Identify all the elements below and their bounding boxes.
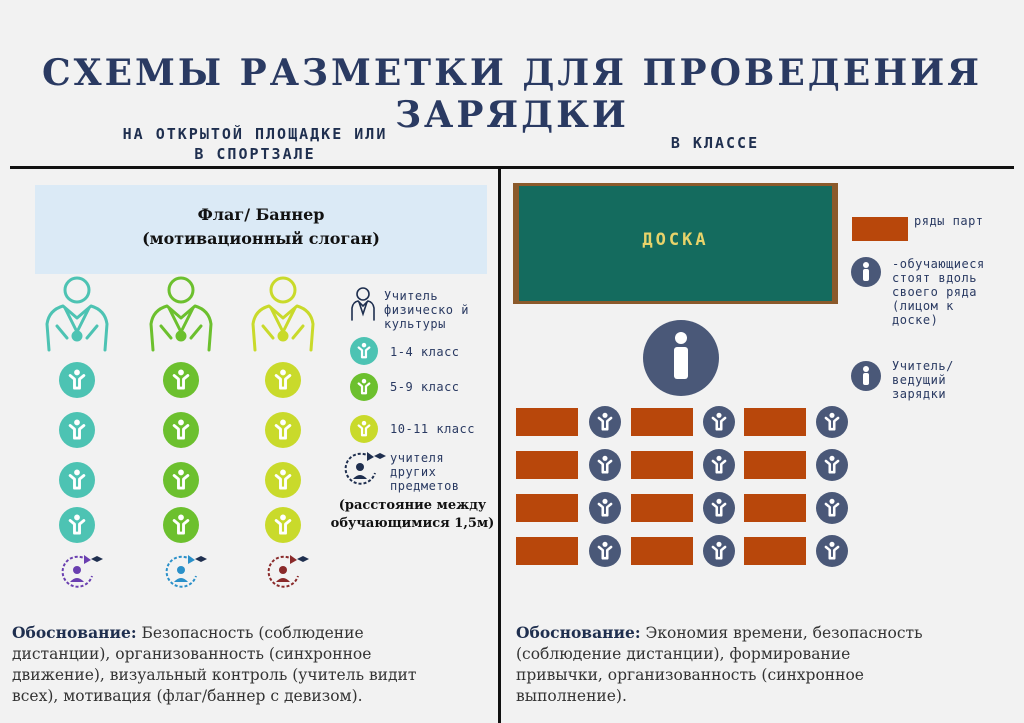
left-heading-line1: НА ОТКРЫТОЙ ПЛОЩАДКЕ ИЛИ: [122, 125, 388, 143]
desk-row: [516, 408, 578, 436]
classroom-student-icon: [703, 535, 735, 567]
classroom-student-icon: [589, 406, 621, 438]
lead-teacher-icon: [641, 318, 721, 398]
legend-lead-line3: зарядки: [892, 387, 947, 401]
legend-other-line3: предметов: [390, 479, 460, 493]
student-teal-icon: [59, 507, 95, 543]
student-teal-icon: [59, 412, 95, 448]
legend-teacher-lead: [892, 359, 954, 401]
horizontal-divider: [10, 166, 1014, 169]
classroom-student-icon: [816, 406, 848, 438]
student-yellow-icon: [265, 462, 301, 498]
classroom-student-icon: [703, 492, 735, 524]
legend-students-line2: стоят вдоль: [892, 271, 977, 285]
student-green-icon: [163, 412, 199, 448]
rationale-right-label: Обоснование:: [516, 623, 641, 642]
distance-note-line2: обучающимися 1,5м): [330, 516, 495, 531]
classroom-student-icon: [589, 449, 621, 481]
student-green-icon: [163, 462, 199, 498]
rationale-right-line1: Экономия времени, безопасность: [640, 624, 923, 642]
left-heading-line2: В СПОРТЗАЛЕ: [194, 145, 316, 163]
banner-line1: Флаг/ Баннер: [197, 205, 325, 224]
legend-grade-5-9-icon: [350, 373, 378, 401]
distance-note-line1: (расстояние между: [338, 498, 487, 513]
legend-students-line4: (лицом к: [892, 299, 954, 313]
legend-other-teachers-icon: [346, 452, 386, 484]
teacher-pe-legend-icon: [352, 288, 374, 320]
legend-grade-5-9: 5-9 класс: [390, 380, 460, 394]
legend-students-line5: доске): [892, 313, 939, 327]
rotation-yellow-icon: [269, 555, 309, 587]
classroom-student-icon: [703, 406, 735, 438]
rationale-left: [12, 622, 492, 707]
left-column-heading: [40, 124, 470, 164]
banner-text: [35, 203, 487, 251]
classroom-students: [580, 395, 860, 595]
legend-teacher-line3: культуры: [384, 317, 446, 331]
desk-row: [516, 451, 578, 479]
legend-desk-rows: ряды парт: [914, 214, 984, 228]
legend-lead-line1: Учитель/: [892, 359, 954, 373]
rationale-right-line4: выполнение).: [516, 687, 627, 705]
rationale-right-line3: привычки, организованность (синхронное: [516, 666, 864, 684]
rotation-teal-icon: [63, 555, 103, 587]
student-yellow-icon: [265, 362, 301, 398]
legend-lead-line2: ведущий: [892, 373, 947, 387]
student-yellow-icon: [265, 412, 301, 448]
legend-grade-10-11-icon: [350, 415, 378, 443]
classroom-student-icon: [816, 535, 848, 567]
student-yellow-icon: [265, 507, 301, 543]
vertical-divider: [498, 166, 501, 723]
student-green-icon: [163, 362, 199, 398]
classroom-student-icon: [816, 492, 848, 524]
rationale-right-line2: (соблюдение дистанции), формирование: [516, 645, 851, 663]
desk-row: [516, 494, 578, 522]
legend-icons: [344, 284, 384, 484]
right-column-heading: В КЛАССЕ: [670, 134, 760, 152]
legend-desk-swatch: [852, 217, 908, 241]
classroom-student-icon: [589, 535, 621, 567]
teacher-teal-icon: [47, 278, 107, 350]
outdoor-formation: [40, 280, 380, 600]
rotation-green-icon: [167, 555, 207, 587]
desk-row: [516, 537, 578, 565]
blackboard-label: ДОСКА: [642, 230, 709, 250]
legend-grade-10-11: 10-11 класс: [390, 422, 475, 436]
legend-students: [892, 257, 985, 327]
legend-other-line2: других: [390, 465, 437, 479]
rationale-right: [516, 622, 1011, 707]
student-teal-icon: [59, 462, 95, 498]
legend-grade-1-4: 1-4 класс: [390, 345, 460, 359]
student-teal-icon: [59, 362, 95, 398]
page-title: СХЕМЫ РАЗМЕТКИ ДЛЯ ПРОВЕДЕНИЯ ЗАРЯДКИ: [41, 52, 983, 136]
legend-other-teachers: [390, 451, 460, 493]
banner-line2: (мотивационный слоган): [142, 229, 380, 248]
rationale-left-label: Обоснование:: [12, 623, 137, 642]
distance-note: [330, 497, 495, 533]
legend-teacher-icon: [850, 360, 882, 392]
rationale-left-line1: Безопасность (соблюдение: [136, 624, 364, 642]
legend-student-icon: [850, 256, 882, 288]
classroom-student-icon: [816, 449, 848, 481]
legend-teacher-line2: физическо й: [384, 303, 469, 317]
legend-teacher-pe: [384, 289, 469, 331]
legend-grade-1-4-icon: [350, 337, 378, 365]
legend-other-line1: учителя: [390, 451, 445, 465]
teacher-yellow-icon: [253, 278, 313, 350]
rationale-left-line3: движение), визуальный контроль (учитель видит: [12, 666, 417, 684]
teacher-green-icon: [151, 278, 211, 350]
classroom-student-icon: [589, 492, 621, 524]
legend-students-line3: своего ряда: [892, 285, 977, 299]
rationale-left-line4: всех), мотивация (флаг/баннер с девизом).: [12, 687, 363, 705]
student-green-icon: [163, 507, 199, 543]
rationale-left-line2: дистанции), организованность (синхронное: [12, 645, 372, 663]
legend-students-line1: -обучающиеся: [892, 257, 985, 271]
legend-teacher-line1: Учитель: [384, 289, 439, 303]
classroom-student-icon: [703, 449, 735, 481]
